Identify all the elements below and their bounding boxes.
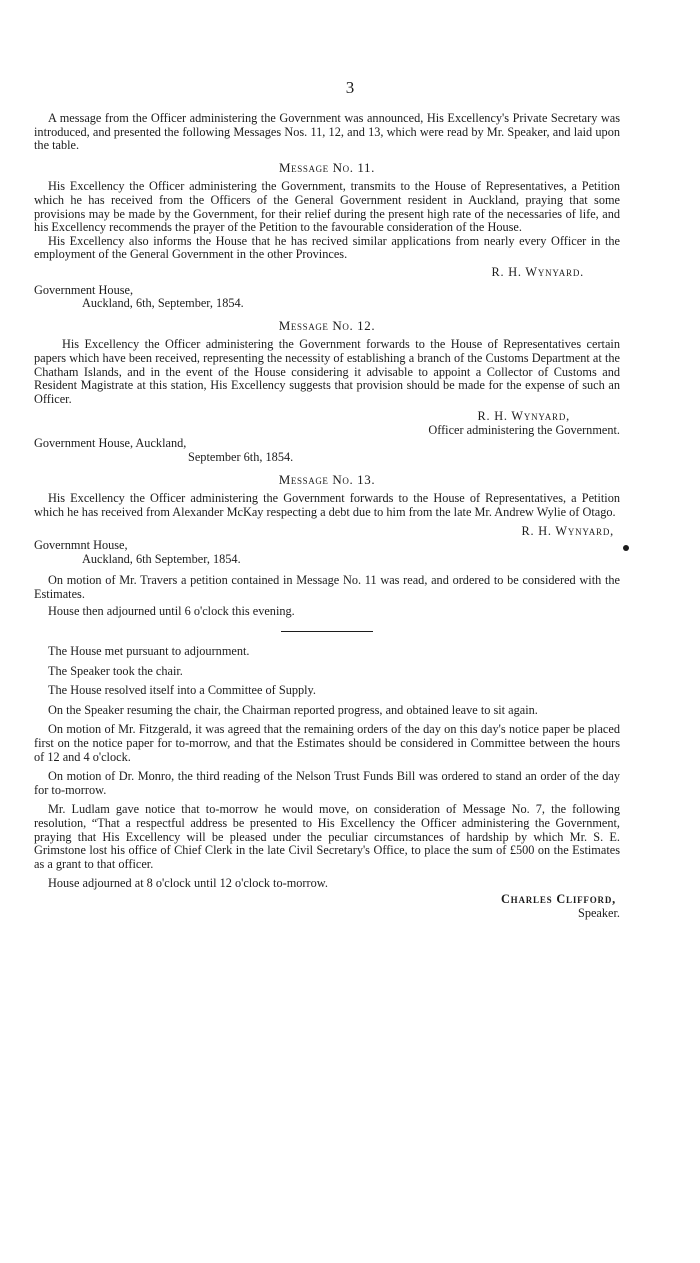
ludlam-notice: Mr. Ludlam gave notice that to-morrow he would move, on consideration of Message No. 7, the following resolution, “That a respectful address be presented to His Excellency the Officer administering the Government, praying that His Excellency will be pleased under the peculiar circumstances of hardship by which Mr. S. E. Grimstone lost his office of Chief Clerk in the late Civil Secretary's Office, to place the sum of £500 on the Estimates as a grant to that officer. xyxy=(34,802,620,871)
message-13-signature: R. H. Wynyard, xyxy=(521,524,614,539)
message-12-place-line-1: Government House, Auckland, xyxy=(34,436,187,451)
chairman-report: On the Speaker resuming the chair, the Chairman reported progress, and obtained leave to sit again. xyxy=(48,702,538,717)
message-13-heading: Message No. 13. xyxy=(278,471,376,487)
page-number: 3 xyxy=(345,78,355,97)
house-adjourned: House adjourned at 8 o'clock until 12 o'clock to-morrow. xyxy=(48,876,328,891)
message-13-paragraph-1: His Excellency the Officer administering the Government forwards to the House of Representatives, a Petition which he has received from Alexander McKay respecting a debt due to him from the late Mr. Andrew Wylie of Otago. xyxy=(34,491,620,519)
document-body xyxy=(34,112,620,920)
speaker-title: Speaker. xyxy=(577,905,620,920)
adjourn-evening: House then adjourned until 6 o'clock this evening. xyxy=(48,604,295,619)
bullet-mark xyxy=(623,545,629,551)
message-12-signature: R. H. Wynyard, xyxy=(477,409,570,424)
fitzgerald-motion: On motion of Mr. Fitzgerald, it was agreed that the remaining orders of the day on this day's notice paper be placed first on the notice paper for to-morrow, and that the Estimates should be considered in Committee between the hours of 12 and 4 o'clock. xyxy=(34,722,620,764)
message-13-place-line-1: Governmnt House, xyxy=(34,538,128,553)
message-12-signature-title: Officer administering the Government. xyxy=(428,422,620,437)
house-met: The House met pursuant to adjournment. xyxy=(48,644,250,658)
message-13-place-line-2: Auckland, 6th September, 1854. xyxy=(82,551,241,566)
intro-paragraph: A message from the Officer administering the Government was announced, His Excellency's Private Secretary was introduced, and presented the following Messages Nos. 11, 12, and 13, which were read by Mr. Speaker, and laid upon the table. xyxy=(34,111,620,153)
message-12-heading: Message No. 12. xyxy=(278,317,376,333)
message-11-paragraph-1: His Excellency the Officer administering the Government, transmits to the House of Representatives, a Petition which he has received from the Officers of the General Government resident in Auckland, praying that some provisions may be made by the Government, for their relief during the present high rate of the necessaries of life, and his Excellency recommends the prayer of the Petition to the favourable consideration of the House. xyxy=(34,179,620,235)
speaker-signature: Charles Clifford, xyxy=(500,891,616,906)
message-11-paragraph-2: His Excellency also informs the House that he has recived similar applications from nearly every Officer in the employment of the General Government in the other Provinces. xyxy=(34,233,620,262)
message-12-place-line-2: September 6th, 1854. xyxy=(188,450,294,465)
message-11-place-line-1: Government House, xyxy=(34,282,134,297)
monro-motion: On motion of Dr. Monro, the third reading of the Nelson Trust Funds Bill was ordered to stand an order of the day for to-morrow. xyxy=(34,769,620,797)
section-divider xyxy=(281,631,373,632)
message-12-paragraph-1: His Excellency the Officer administering the Government forwards to the House of Representatives certain papers which have been received, representing the necessity of establishing a branch of the Customs Department at the Chatham Islands, and in the event of the House considering it advisable to appoint a Collector of Customs and Resident Magistrate at this station, His Excellency suggests that provision should be made for the expense of such an Officer. xyxy=(34,337,620,406)
speaker-chair: The Speaker took the chair. xyxy=(48,663,183,678)
message-11-signature: R. H. Wynyard. xyxy=(491,264,584,279)
committee-supply: The House resolved itself into a Committee of Supply. xyxy=(48,683,316,698)
message-11-heading: Message No. 11. xyxy=(279,159,375,175)
travers-motion: On motion of Mr. Travers a petition contained in Message No. 11 was read, and ordered to be considered with the Estimates. xyxy=(34,573,620,601)
evening-proceedings xyxy=(34,645,620,891)
message-11-place-line-2: Auckland, 6th, September, 1854. xyxy=(82,296,244,311)
